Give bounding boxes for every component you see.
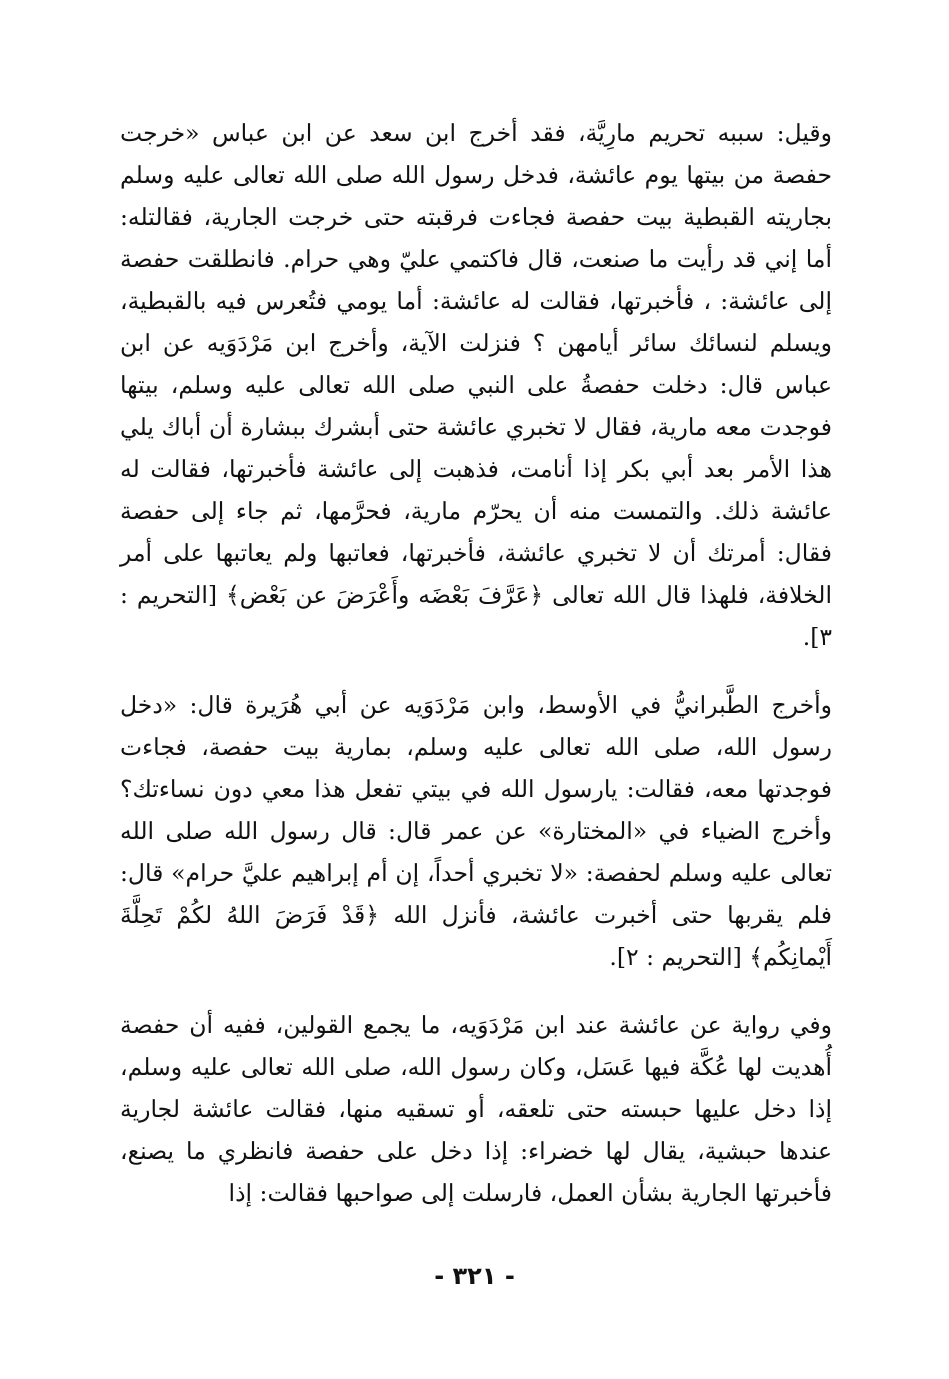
paragraph-1: وقيل: سببه تحريم مارِيَّة، فقد أخرج ابن سعد عن ابن عباس «خرجت حفصة من بيتها يوم عائشة، فدخل رسول الله صلى الله تعالى عليه وسلم بجاريته القبطية بيت حفصة فجاءت فرقبته حتى خرجت الجارية، فقالتله: أما إني قد رأيت ما صنعت، قال فاكتمي عليّ وهي حرام. فانطلقت حفصة إلى عائشة: ، فأخبرتها، فقالت له عائشة: أما يومي فتُعرس فيه بالقبطية، ويسلم لنسائك سائر أيامهن ؟ فنزلت الآية، وأخرج ابن مَرْدَوَيه عن ابن عباس قال: دخلت حفصةُ على النبي صلى الله تعالى عليه وسلم، بيتها فوجدت معه مارية، فقال لا تخبري عائشة حتى أبشرك ببشارة أن أباك يلي هذا الأمر بعد أبي بكر إذا أنامت، فذهبت إلى عائشة فأخبرتها، فقالت له عائشة ذلك. والتمست منه أن يحرّم مارية، فحرَّمها، ثم جاء إلى حفصة فقال: أمرتك أن لا تخبري عائشة، فأخبرتها، فعاتبها ولم يعاتبها على أمر الخلافة، فلهذا قال الله تعالى ﴿عَرَّفَ بَعْضَه وأَعْرَضَ عن بَعْض﴾ [التحريم : ٣]. xyxy=(120,119,832,651)
page-body xyxy=(120,112,832,1214)
page-number: - ٣٢١ - xyxy=(434,1262,515,1290)
paragraph-2: وأخرج الطَّبرانيُّ في الأوسط، وابن مَرْدَوَيه عن أبي هُرَيرة قال: «دخل رسول الله، صلى الله تعالى عليه وسلم، بمارية بيت حفصة، فجاءت فوجدتها معه، فقالت: يارسول الله في بيتي تفعل هذا معي دون نساءتك؟ وأخرج الضياء في «المختارة» عن عمر قال: قال رسول الله صلى الله تعالى عليه وسلم لحفصة: «لا تخبري أحداً، إن أم إبراهيم عليَّ حرام» قال: فلم يقربها حتى أخبرت عائشة، فأنزل الله ﴿قَدْ فَرَضَ اللهُ لكُمْ تَحِلَّةَ أَيْمانِكُم﴾ [التحريم : ٢]. xyxy=(120,691,832,971)
paragraph-3: وفي رواية عن عائشة عند ابن مَرْدَوَيه، ما يجمع القولين، ففيه أن حفصة أُهديت لها عُكَّة فيها عَسَل، وكان رسول الله، صلى الله تعالى عليه وسلم، إذا دخل عليها حبسته حتى تلعقه، أو تسقيه منها، فقالت عائشة لجارية عندها حبشية، يقال لها خضراء: إذا دخل على حفصة فانظري ما يصنع، فأخبرتها الجارية بشأن العمل، فارسلت إلى صواحبها فقالت: إذا xyxy=(120,1011,832,1207)
